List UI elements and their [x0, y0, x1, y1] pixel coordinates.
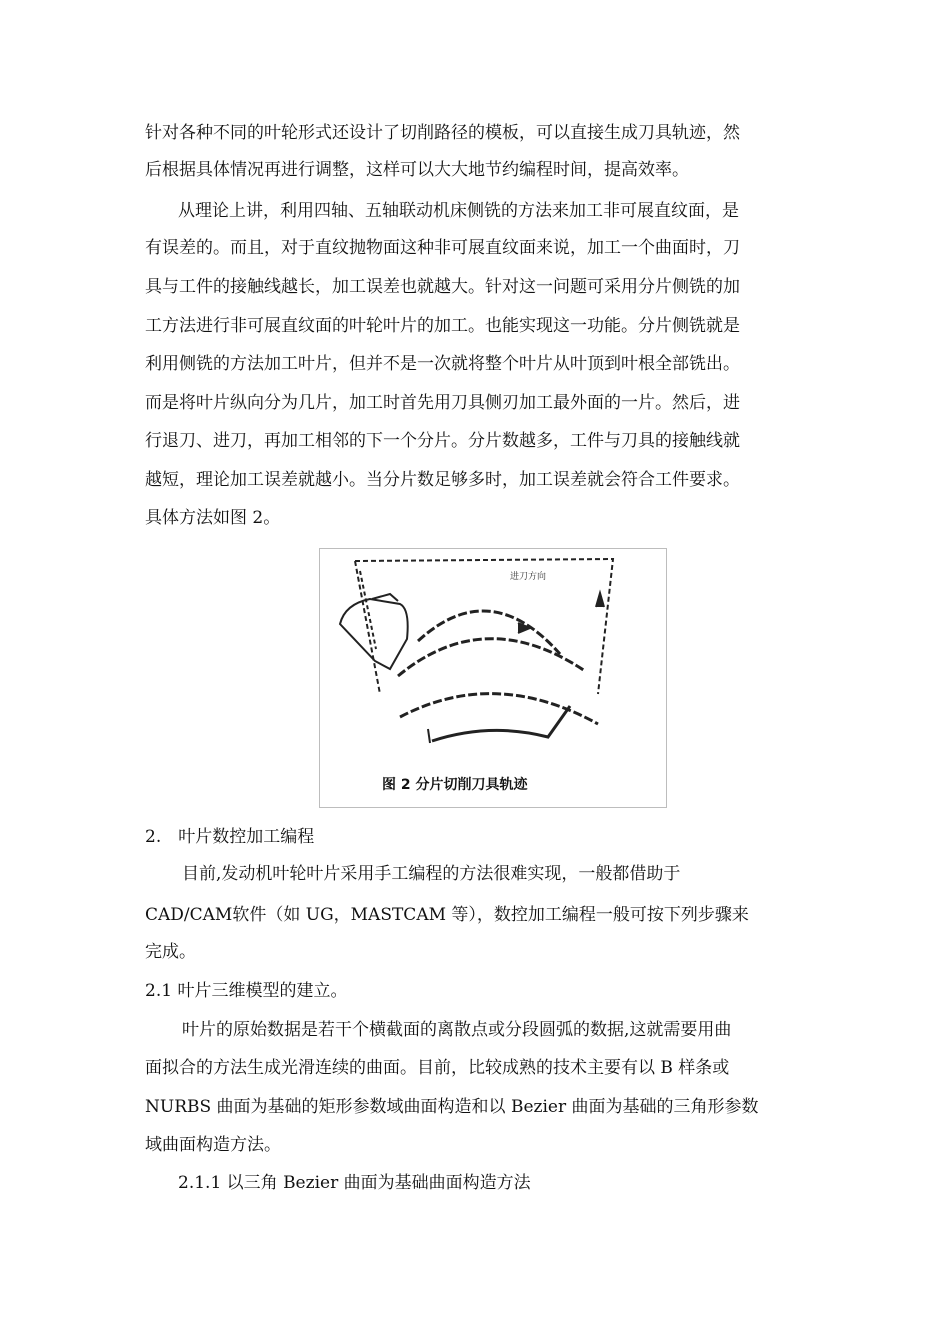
paragraph-line: CAD/CAM软件（如 UG，MASTCAM 等），数控加工编程一般可按下列步骤来	[145, 905, 749, 925]
paragraph-line: 有误差的。而且，对于直纹抛物面这种非可展直纹面来说，加工一个曲面时，刀	[145, 238, 740, 258]
figure-caption: 图 2 分片切削刀具轨迹	[382, 777, 528, 793]
paragraph-line: 面拟合的方法生成光滑连续的曲面。目前，比较成熟的技术主要有以 B 样条或	[145, 1058, 730, 1078]
subsection-heading: 2.1.1 以三角 Bezier 曲面为基础曲面构造方法	[178, 1173, 531, 1193]
paragraph-line: 目前,发动机叶轮叶片采用手工编程的方法很难实现，一般都借助于	[182, 864, 681, 884]
paragraph-line: 工方法进行非可展直纹面的叶轮叶片的加工。也能实现这一功能。分片侧铣就是	[145, 316, 740, 336]
arrow-up-right	[596, 593, 604, 607]
toolpath-arc-2	[398, 639, 585, 676]
paragraph-line: 后根据具体情况再进行调整，这样可以大大地节约编程时间，提高效率。	[145, 160, 689, 180]
paragraph-line: 叶片的原始数据是若干个横截面的离散点或分段圆弧的数据,这就需要用曲	[182, 1020, 732, 1040]
paragraph-line: 具与工件的接触线越长，加工误差也就越大。针对这一问题可采用分片侧铣的加	[145, 277, 740, 297]
paragraph-line: 针对各种不同的叶轮形式还设计了切削路径的模板，可以直接生成刀具轨迹，然	[145, 123, 740, 143]
paragraph-line: 越短，理论加工误差就越小。当分片数足够多时，加工误差就会符合工件要求。	[145, 470, 740, 490]
paragraph-line: NURBS 曲面为基础的矩形参数域曲面构造和以 Bezier 曲面为基础的三角形参数	[145, 1097, 759, 1117]
paragraph-line: 利用侧铣的方法加工叶片，但并不是一次就将整个叶片从叶顶到叶根全部铣出。	[145, 354, 740, 374]
outer-frame-path	[355, 559, 613, 694]
paragraph-line: 域曲面构造方法。	[145, 1135, 281, 1155]
paragraph-line: 而是将叶片纵向分为几片，加工时首先用刀具侧刃加工最外面的一片。然后，进	[145, 393, 740, 413]
tool-tip-mark	[428, 729, 430, 743]
paragraph-line: 行退刀、进刀，再加工相邻的下一个分片。分片数越多，工件与刀具的接触线就	[145, 431, 740, 451]
tool-axis	[360, 571, 376, 649]
figure-2	[319, 548, 667, 808]
paragraph-line: 具体方法如图 2。	[145, 508, 281, 528]
toolpath-arc-4	[432, 706, 570, 741]
feed-direction-label: 进刀方向	[510, 572, 547, 582]
paragraph-line: 完成。	[145, 942, 196, 962]
section-heading: 2. 叶片数控加工编程	[145, 827, 315, 847]
section-heading: 2.1 叶片三维模型的建立。	[145, 981, 348, 1001]
toolpath-diagram	[320, 549, 666, 807]
paragraph-line: 从理论上讲，利用四轴、五轴联动机床侧铣的方法来加工非可展直纹面，是	[178, 201, 739, 221]
